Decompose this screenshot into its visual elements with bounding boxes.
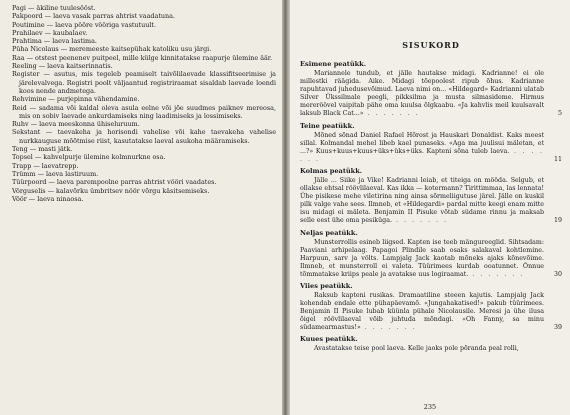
- chapter-summary: [300, 177, 562, 226]
- glossary-entry: Trümm — laeva lastiruum.: [12, 169, 99, 178]
- chapter-summary: [300, 345, 562, 353]
- glossary-entry: Raa — otstest peenenev puitpeel, mille külge kinnitatakse raapurje ülemine äär.: [12, 53, 273, 62]
- glossary-entry: Poutimine — laeva pööre vööriga vastutuult.: [12, 20, 156, 29]
- chapter-page-number: 39: [553, 324, 562, 332]
- page-number: 235: [423, 403, 437, 411]
- chapter-summary: [300, 132, 562, 164]
- chapter-list: [300, 60, 562, 354]
- glossary-entry: Vörguselis — kalavõrku ümbritsev nöör võrgu käsitsemiseks.: [12, 186, 210, 195]
- chapter-page-number: 5: [557, 110, 562, 118]
- book-spine: [282, 0, 290, 415]
- dot-leader: . . . . . . .: [468, 270, 525, 278]
- glossary-entry: Register — asutus, mis tegeleb peamiselt taivõlilaevade klassifitseerimise ja järelevalvega. Registri poolt väljaantud registriraamat sisaldab laevade loendi koos nende andmetega.: [12, 70, 276, 95]
- glossary-entry: Rehvimine — purjepinna vähendamine.: [12, 95, 140, 104]
- chapter-title: Teine peatükk.: [300, 121, 355, 130]
- glossary-entry: Trapp — laevatrepp.: [12, 161, 79, 170]
- chapter-summary-text: Jälle ... Siike ja Vike! Kadrianni leiab, et titeiga on mööda. Selgub, et ollakse ehtsal röövlilaeval. Kas ikka — kotermann? Tirittimmaa, las lennata! Ühe pisikese mehe viletirina ning ainsa sõrmeliigutuse järel. Jälle on kuskil pilk valge vahe sees. Ilmneb, et «Hildegardi» pardal mitte keegi enam mitte isu midagi ei mäleta. Benjamin II Pisuke võtab südame rinnu ja maksab selle eest ühe oma pesiküga.: [300, 176, 544, 225]
- glossary-entry: Pagi — äkiline tuulesööst.: [12, 4, 96, 12]
- glossary-entry: Prahtima — laeva lastima.: [12, 37, 97, 46]
- glossary-entry: Teng — masti jätk.: [12, 145, 73, 154]
- chapter-entry: [300, 122, 562, 164]
- glossary-entry: Topsel — kahvelpurje ülemine kolmnurkne osa.: [12, 153, 166, 162]
- contents-page: [290, 0, 570, 415]
- chapter-summary-text: Raksub kapteni rusikas. Dramaatiline steeen kajutis. Lampjalg Jack kohendab endale ette pühapäevamõ. «Jungahakatised!» pakub tüürimees. Benjamin II Pisuke lubab küünla pühale Nicolausile. Meresi ja ühe ilusa õigel röövlilaeval võib juhtuda mõndagi. «Oh Fanny, sa minu südamearmastus!»: [300, 291, 544, 332]
- contents-title: SISUKORD: [402, 40, 460, 50]
- chapter-summary-text: Avastatakse teise pool laeva. Kelle jaoks pole põranda peal rolli,: [314, 345, 519, 353]
- chapter-summary-text: Munsterrollis esineb liigsed. Kapten ise teeb mängureeglid. Sihtsadam: Paaviani arhipelaag. Papagoi Plindile saab osaks salakaval kohtlemine. Harpuun, sarv ja völts. Lampjalg Jack kaotab mõneks ajaks kõnevõime. Ilmneb, et munsterroll ei valeta. Tüürimees kurdab ooatunnet. Õnnue tõmmatakse kriips peale ja avatakse uus logiraamat.: [300, 238, 544, 278]
- chapter-title: Kolmas peatükk.: [300, 166, 363, 175]
- dot-leader: . . . . . . .: [300, 147, 544, 163]
- glossary-entry: Püha Nicolaus — meremeeste kaitsepühak katoliku usu järgi.: [12, 45, 212, 54]
- chapter-summary: [300, 239, 562, 279]
- glossary-entry: Vöör — laeva ninaosa.: [12, 194, 84, 203]
- chapter-summary: [300, 70, 562, 119]
- glossary-entry: Ruhv — laeva meeskonna ühiseluruum.: [12, 120, 140, 129]
- glossary-entry: Sekstant — taevakeha ja horisondi vahelise või kahe taevakeha vahelise nurkkauguse mõõtmise riist, kasutatakse laeval asukoha määramiseks.: [12, 128, 276, 145]
- glossary-entry: Tüürpoord — laeva parempoolne parras ahtrist vööri vaadates.: [12, 178, 217, 187]
- glossary-entry: Prahilaev — kaubalaev.: [12, 28, 88, 37]
- chapter-page-number: 11: [553, 155, 562, 163]
- chapter-title: Neljas peatükk.: [300, 228, 358, 237]
- chapter-title: Kuues peatükk.: [300, 335, 358, 344]
- chapter-page-number: 30: [553, 270, 562, 278]
- chapter-title: Esimene peatükk.: [300, 60, 367, 68]
- chapter-summary: [300, 292, 562, 332]
- chapter-entry: [300, 229, 562, 279]
- dot-leader: . . . . . . .: [363, 110, 420, 118]
- glossary-entry: Pakpoord — laeva vasak parras ahtrist vaadatuna.: [12, 12, 175, 21]
- dot-leader: . . . . . . .: [391, 217, 448, 225]
- chapter-entry: [300, 335, 562, 353]
- chapter-summary-text: Mõned sõnad Daniel Rafael Hõrost ja Hauskari Donaldist. Kaks meest sillal. Kolmandal mehel libeb kael punaseks. «Aga ma juulisui mäletan, et ...?» Kuus+kuus+kuus+üks+üks+üks. Kapteni sõna tuleb laeva.: [300, 131, 544, 155]
- dot-leader: . . . . . . .: [360, 324, 417, 332]
- chapter-entry: [300, 282, 562, 332]
- chapter-entry: [300, 60, 562, 119]
- chapter-title: Viies peatükk.: [300, 281, 353, 290]
- glossary-list: [12, 4, 276, 203]
- glossary-page: [0, 0, 282, 415]
- chapter-summary-text: Mariannele tundub, et jälle hautakse midagi. Kadrianne! ei ole millestki räägida. Aike. Midagi tõepoolest ripub õhus. Kadrianne rapuhtavad juhedusevõimud. Laeva nimi on... «Hildegard» Kadrianni ulatab Silver Ükssilmale peegli, pikksilma ja musta silmasideme. Hirmus mereröövel vaipitab pähe oma kuulsa õlgkaabu. «Ja kahvlis meil kuulsavalt laksub Black Cat...»: [300, 70, 544, 118]
- glossary-entry: Reid — sadama või kaldal oleva asula eelne või jõe suudmes paiknev mereosa, mis on sobiv laevade ankurdamiseks ning laadimiseks ja lossimiseks.: [12, 103, 276, 120]
- chapter-page-number: 19: [553, 217, 562, 225]
- glossary-entry: Reeling — laeva kaitserinnatis.: [12, 62, 113, 71]
- chapter-entry: [300, 167, 562, 226]
